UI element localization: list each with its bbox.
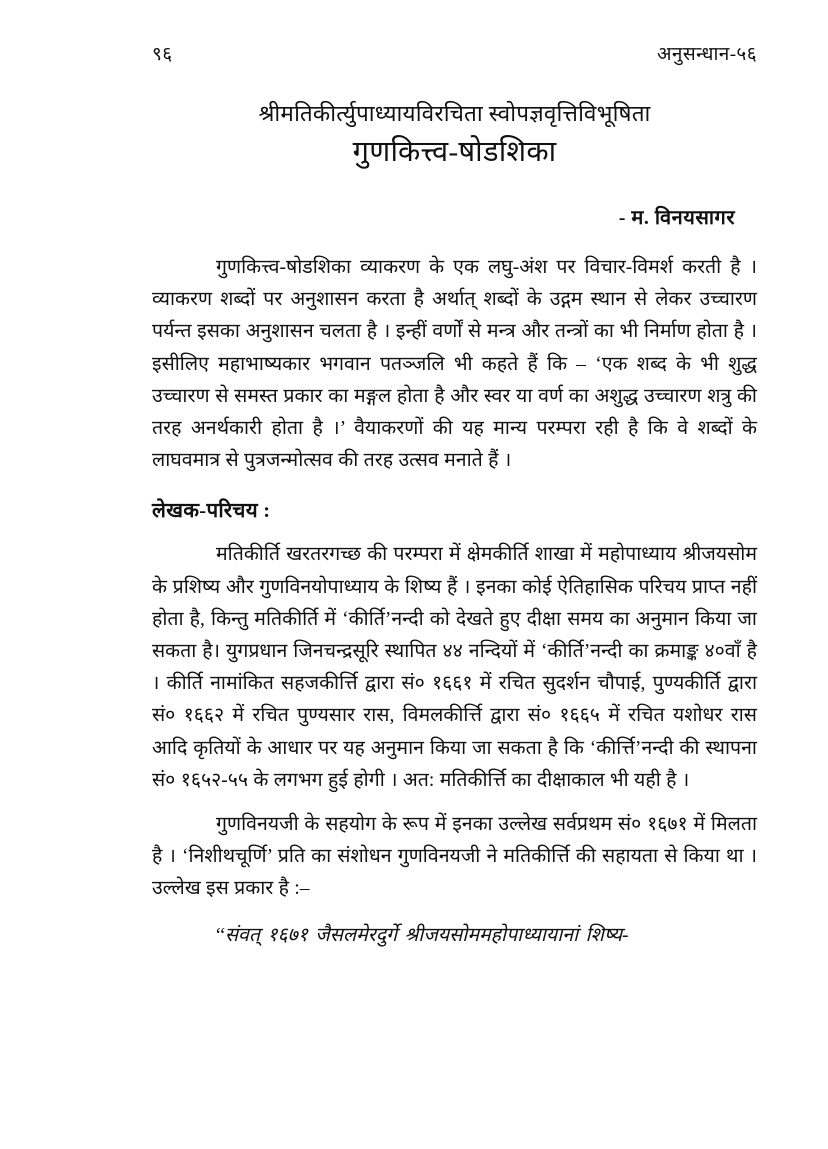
paragraph-author-lineage: मतिकीर्ति खरतरगच्छ की परम्परा में क्षेमकीर्ति शाखा में महोपाध्याय श्रीजयसोम के प्रशिष्य और गुणविनयोपाध्याय के शिष्य हैं । इनका कोई ऐतिहासिक परिचय प्राप्त नहीं होता है, किन्तु मतिकीर्ति में ‘कीर्ति’नन्दी को देखते हुए दीक्षा समय का अनुमान किया जा सकता है। युगप्रधान जिनचन्द्रसूरि स्थापित ४४ नन्दियों में ‘कीर्ति’नन्दी का क्रमाङ्क ४०वाँ है । कीर्ति नामांकित सहजकीर्त्ति द्वारा सं० १६६१ में रचित सुदर्शन चौपाई, पुण्यकीर्ति द्वारा सं० १६६२ में रचित पुण्यसार रास, विमलकीर्त्ति द्वारा सं० १६६५ में रचित यशोधर रास आदि कृतियों के आधार पर यह अनुमान किया जा सकता है कि ‘कीर्त्ति’नन्दी की स्थापना सं० १६५२-५५ के लगभग हुई होगी । अत: मतिकीर्त्ति का दीक्षाकाल भी यही है । (152, 544, 757, 791)
title-subtitle-line: श्रीमतिकीर्त्युपाध्यायविरचिता स्वोपज्ञवृत्तिविभूषिता (258, 101, 651, 126)
quotation-line: ‘‘संवत् १६७१ जैसलमेरदुर्गे श्रीजयसोममहोपाध्यायानां शिष्य- (214, 924, 629, 946)
running-head (152, 40, 757, 66)
section-heading-author-intro: लेखक-परिचय : (152, 500, 271, 523)
paragraph-collaboration: गुणविनयजी के सहयोग के रूप में इनका उल्लेख सर्वप्रथम सं० १६७१ में मिलता है । ‘निशीथचूर्णि’ प्रति का संशोधन गुणविनयजी ने मतिकीर्त्ति की सहायता से किया था । उल्लेख इस प्रकार है :– (152, 814, 757, 900)
page-title: गुणकित्त्व-षोडशिका (352, 136, 557, 168)
page-folio-number: ९६ (152, 44, 173, 65)
author-byline: - म. विनयसागर (618, 207, 735, 229)
title-block (152, 100, 757, 172)
running-head-book-title: अनुसन्धान-५६ (656, 44, 757, 65)
paragraph-intro: गुणकित्त्व-षोडशिका व्याकरण के एक लघु-अंश पर विचार-विमर्श करती है । व्याकरण शब्दों पर अनुशासन करता है अर्थात् शब्दों के उद्गम स्थान से लेकर उच्चारण पर्यन्त इसका अनुशासन चलता है । इन्हीं वर्णों से मन्त्र और तन्त्रों का भी निर्माण होता है । इसीलिए महाभाष्यकार भगवान पतञ्जलि भी कहते हैं कि – ‘एक शब्द के भी शुद्ध उच्चारण से समस्त प्रकार का मङ्गल होता है और स्वर या वर्ण का अशुद्ध उच्चारण शत्रु की तरह अनर्थकारी होता है ।’ वैयाकरणों की यह मान्य परम्परा रही है कि वे शब्दों के लाघवमात्र से पुत्रजन्मोत्सव की तरह उत्सव मनाते हैं । (152, 257, 757, 472)
body-text-area (152, 252, 757, 952)
